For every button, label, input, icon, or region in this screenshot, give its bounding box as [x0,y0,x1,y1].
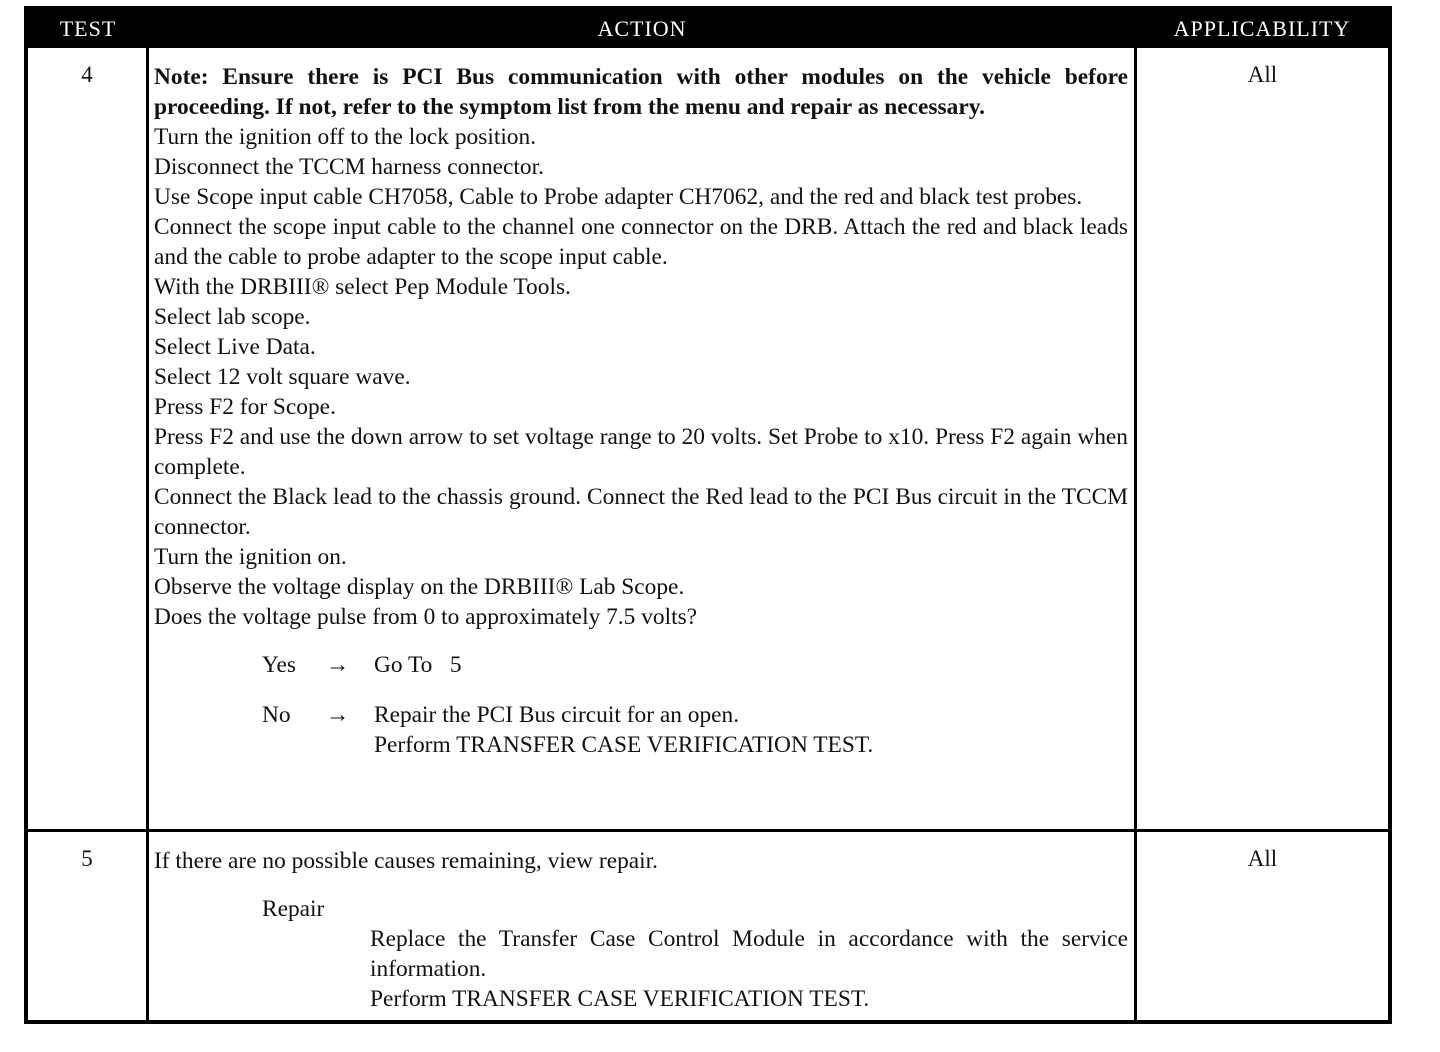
step-text: Press F2 for Scope. [154,394,336,420]
step-text: Select 12 volt square wave. [154,364,411,390]
step-text: Press F2 and use the down arrow to set voltage range to 20 volts. Set Probe to x10. Press F2 again when complete. [154,424,1128,480]
diagnostic-table [24,6,1392,1024]
test-number: 4 [81,62,93,87]
no-result-verification: Perform TRANSFER CASE VERIFICATION TEST. [374,732,874,758]
action-cell [154,62,1128,760]
header-action: ACTION [597,16,687,41]
step-text: Connect the Black lead to the chassis ground. Connect the Red lead to the PCI Bus circuit in the TCCM connector. [154,484,1128,540]
no-label: No [262,702,291,728]
yes-result: Go To 5 [374,652,462,678]
yes-no-branch [154,650,1128,760]
repair-block [370,924,1128,1014]
arrow-right-icon: → [326,702,350,728]
no-branch [154,700,1128,730]
header-applicability: APPLICABILITY [1173,16,1351,41]
step-text: Observe the voltage display on the DRBIII® Lab Scope. [154,574,685,600]
step-text: Select lab scope. [154,304,311,330]
test-number: 5 [81,846,93,871]
arrow-right-icon: → [326,652,350,678]
yes-branch [154,650,1128,680]
applicability-value: All [1247,846,1278,871]
step-text: With the DRBIII® select Pep Module Tools. [154,274,571,300]
step-text: Use Scope input cable CH7058, Cable to Probe adapter CH7062, and the red and black test probes. [154,184,1083,210]
step-text: Select Live Data. [154,334,316,360]
repair-verification-text: Perform TRANSFER CASE VERIFICATION TEST. [370,986,870,1012]
step-text: Turn the ignition off to the lock position. [154,124,537,150]
question-text: Does the voltage pulse from 0 to approximately 7.5 volts? [154,604,698,630]
step-text: Disconnect the TCCM harness connector. [154,154,544,180]
intro-text: If there are no possible causes remaining, view repair. [154,848,659,874]
no-branch-continued [154,730,1128,760]
no-result: Repair the PCI Bus circuit for an open. [374,702,740,728]
applicability-value: All [1247,62,1278,87]
table-row-test-4 [28,48,1388,829]
table-row-test-5 [28,832,1388,1024]
note-text: Note: Ensure there is PCI Bus communication with other modules on the vehicle before proceeding. If not, refer to the symptom list from the menu and repair as necessary. [154,64,1128,120]
action-cell [154,846,1128,1014]
yes-label: Yes [262,652,297,678]
step-text: Connect the scope input cable to the channel one connector on the DRB. Attach the red and black leads and the cable to probe adapter to the scope input cable. [154,214,1128,270]
header-test: TEST [59,16,117,41]
step-text: Turn the ignition on. [154,544,347,570]
table-header [28,10,1388,48]
repair-label: Repair [262,896,325,922]
repair-text: Replace the Transfer Case Control Module in accordance with the service information. [370,926,1128,982]
